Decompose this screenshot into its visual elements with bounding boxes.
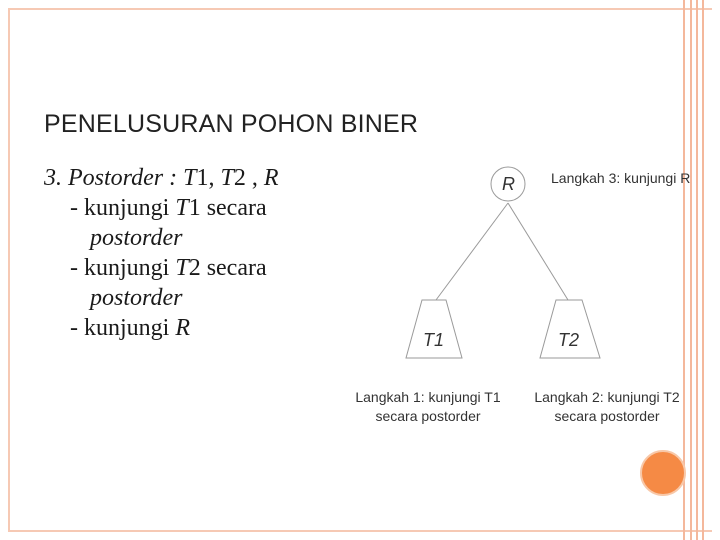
root-node-label: R bbox=[502, 174, 515, 194]
heading-num-2: 2 , bbox=[233, 165, 264, 191]
slide-body bbox=[44, 163, 344, 343]
decorative-circle bbox=[640, 450, 686, 496]
bullet-visit-t1 bbox=[44, 193, 344, 223]
t2-node-label: T2 bbox=[558, 330, 580, 350]
bullet-text: 1 secara bbox=[188, 195, 267, 221]
postorder-heading bbox=[44, 163, 344, 193]
heading-var-r: R bbox=[263, 165, 279, 191]
step1-caption bbox=[338, 388, 518, 426]
bullet-var: T bbox=[175, 255, 189, 281]
edge-root-left bbox=[436, 203, 508, 300]
bullet-text: - kunjungi bbox=[70, 315, 176, 341]
bullet-text: - kunjungi bbox=[70, 195, 176, 221]
bullet-continuation: postorder bbox=[90, 225, 183, 251]
frame-top-line bbox=[8, 8, 712, 10]
step1-line1: Langkah 1: kunjungi T1 bbox=[355, 389, 501, 405]
t1-node-label: T1 bbox=[423, 330, 445, 350]
bullet-text: - kunjungi bbox=[70, 255, 176, 281]
bullet-var: R bbox=[175, 315, 190, 341]
bullet-text: 2 secara bbox=[188, 255, 267, 281]
step2-caption bbox=[522, 388, 692, 426]
heading-var-t1: T bbox=[183, 165, 197, 191]
bullet-continuation: postorder bbox=[90, 285, 183, 311]
frame-bottom-line bbox=[8, 530, 712, 532]
heading-prefix: 3. Postorder : bbox=[44, 165, 184, 191]
bullet-var: T bbox=[175, 195, 189, 221]
step1-line2: secara postorder bbox=[375, 408, 481, 424]
frame-right-line bbox=[702, 0, 704, 540]
step3-caption: Langkah 3: kunjungi R bbox=[551, 170, 691, 186]
bullet-visit-t2 bbox=[44, 253, 344, 283]
step2-line2: secara postorder bbox=[554, 408, 660, 424]
slide-title: PENELUSURAN POHON BINER bbox=[44, 110, 419, 138]
bullet-visit-r bbox=[44, 313, 344, 343]
frame-left-line bbox=[8, 8, 10, 532]
edge-root-right bbox=[508, 203, 568, 300]
step2-line1: Langkah 2: kunjungi T2 bbox=[534, 389, 680, 405]
binary-tree-diagram bbox=[330, 160, 700, 440]
heading-var-t2: T bbox=[220, 165, 234, 191]
heading-num-1: 1, bbox=[196, 165, 221, 191]
